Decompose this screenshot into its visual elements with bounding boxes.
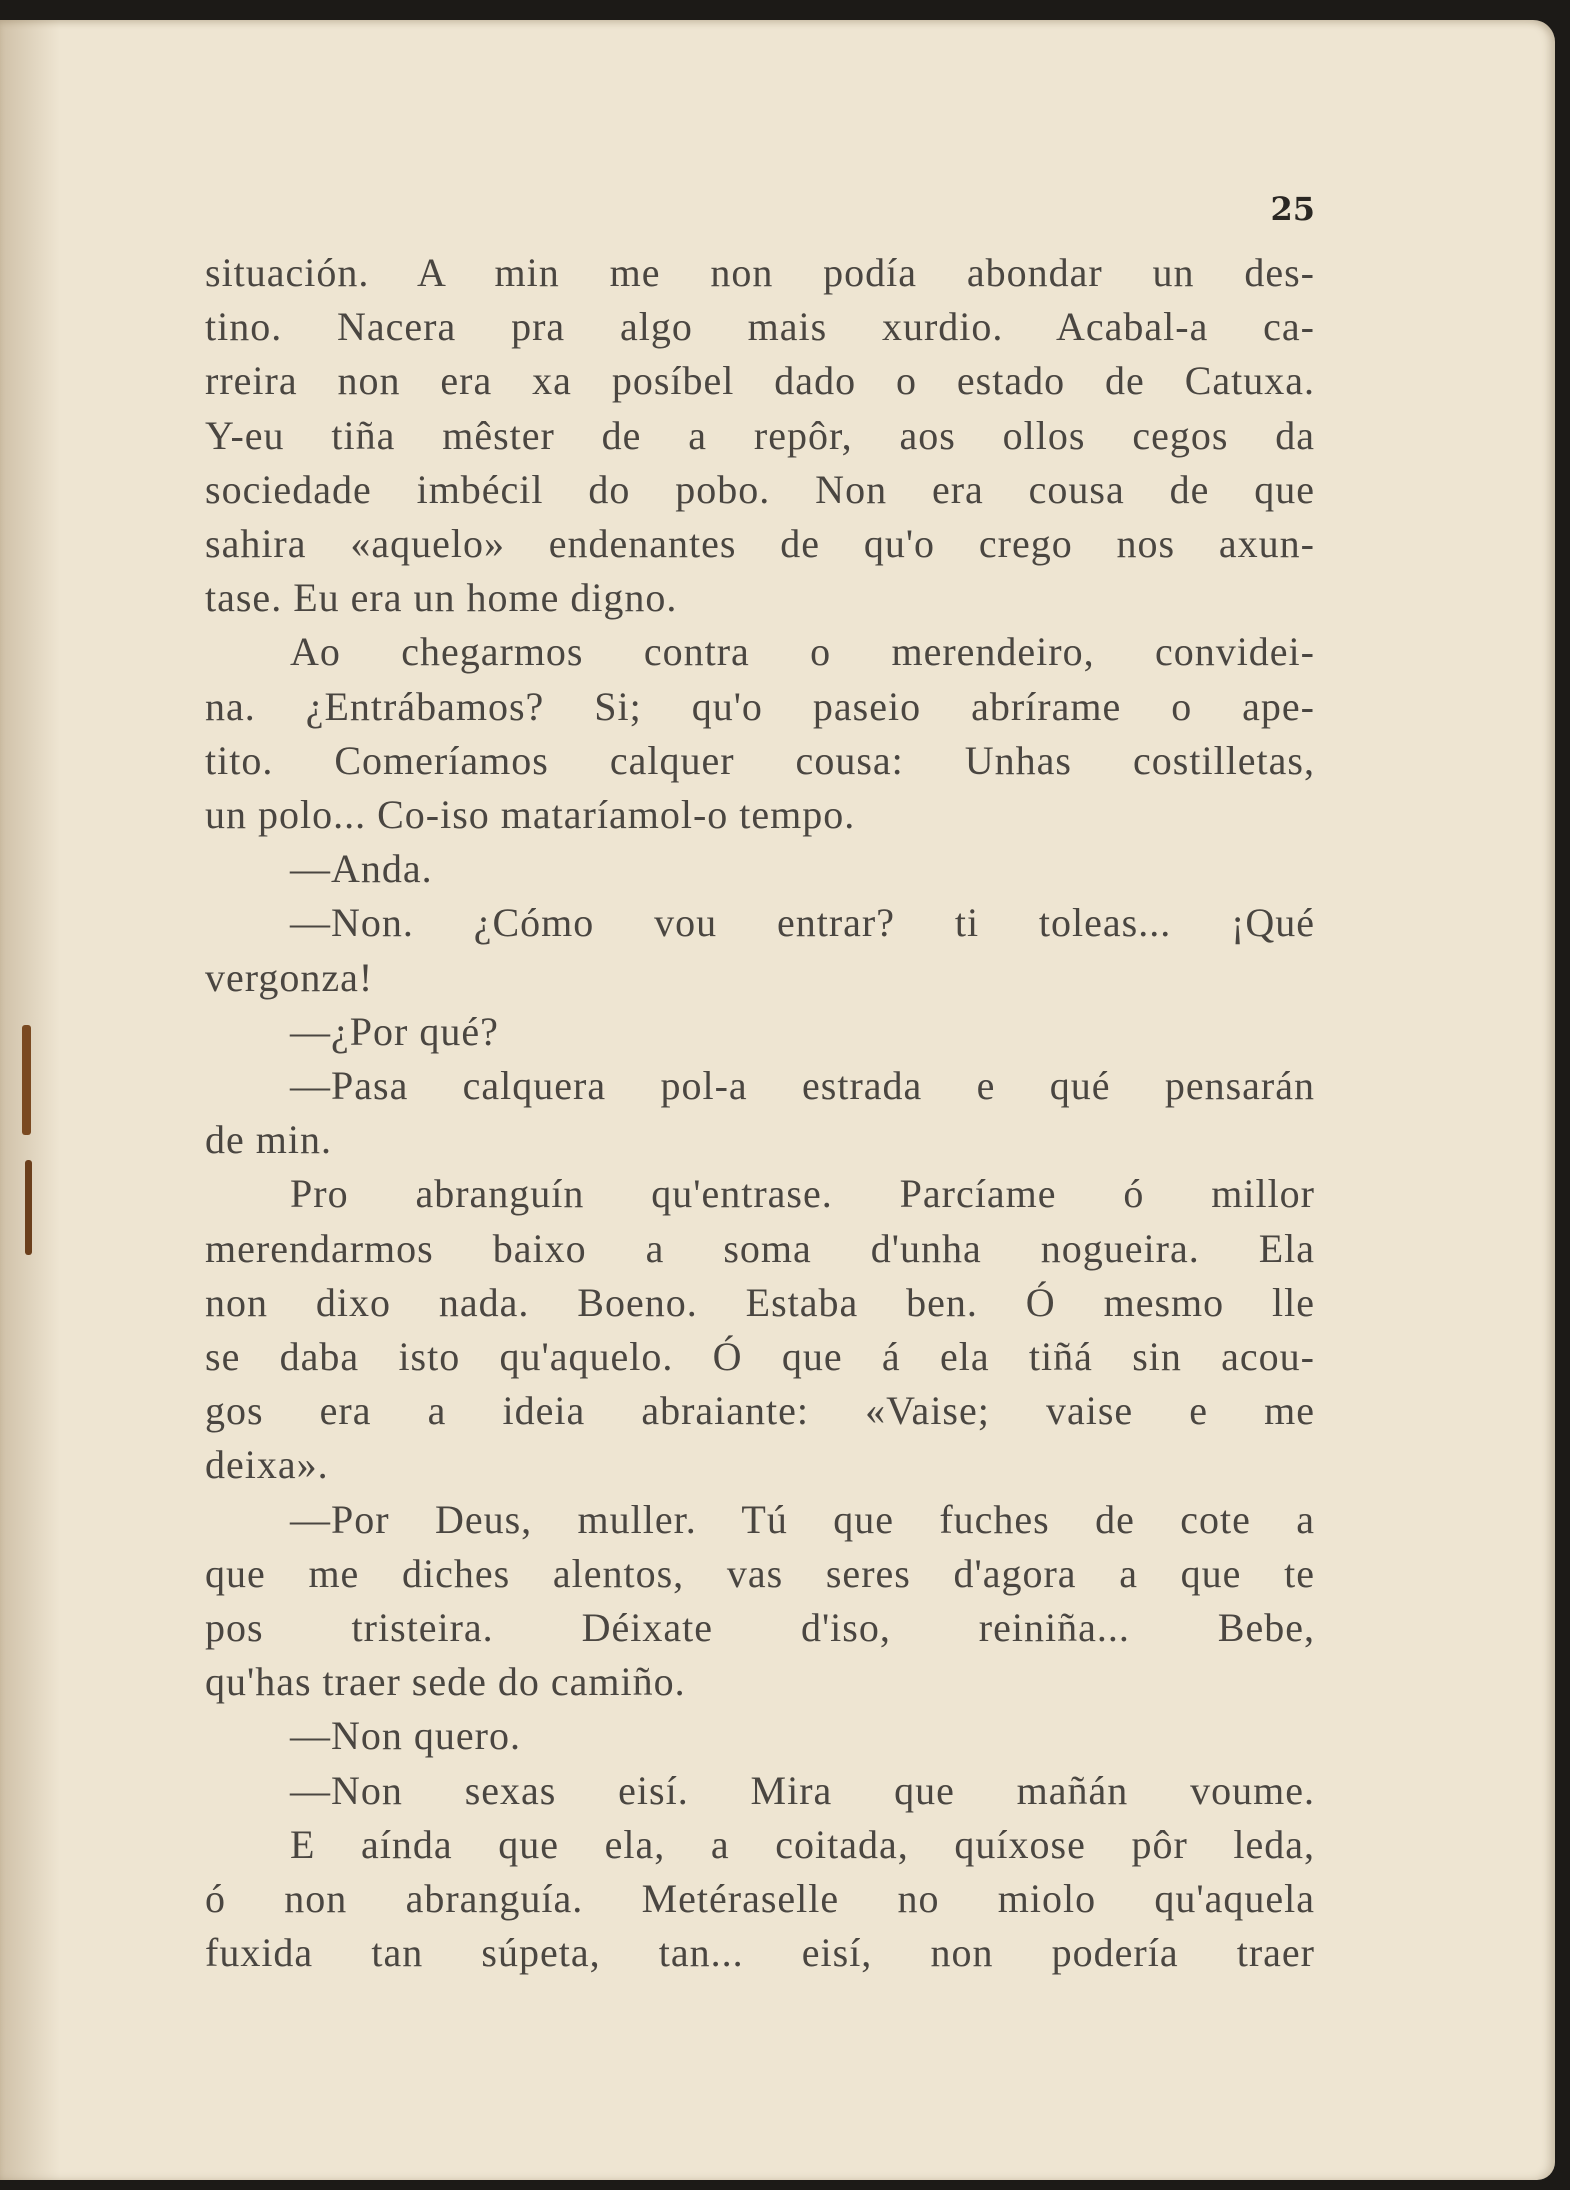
text-line: Ao chegarmos contra o merendeiro, convidei- [290,629,1315,675]
body-text [205,246,1315,1981]
text-line: situación. A min me non podía abondar un des- [205,250,1315,295]
page-number: 25 [1270,190,1315,228]
text-line: Y-eu tiña mêster de a repôr, aos ollos cegos da [205,412,1315,458]
book-page [0,20,1555,2180]
text-line: tase. Eu era un home digno. [205,575,678,621]
text-line: de min. [205,1117,332,1163]
binding-thread [22,1025,31,1135]
text-line: tino. Nacera pra algo mais xurdio. Acabal-a ca- [205,304,1315,350]
text-line: un polo... Co-iso mataríamol-o tempo. [205,792,856,838]
text-line: que me diches alentos, vas seres d'agora a que te [205,1550,1315,1596]
text-line: se daba isto qu'aquelo. Ó que á ela tiñá sin acou- [205,1334,1315,1380]
text-line: —Non quero. [290,1713,521,1759]
text-line: —Non. ¿Cómo vou entrar? ti toleas... ¡Qué [290,900,1315,946]
text-line: qu'has traer sede do camiño. [205,1659,686,1705]
text-line: —Non sexas eisí. Mira que mañán voume. [290,1767,1315,1813]
text-line: Pro abranguín qu'entrase. Parcíame ó millor [290,1171,1315,1217]
text-line: sociedade imbécil do pobo. Non era cousa de que [205,466,1315,512]
text-line: na. ¿Entrábamos? Si; qu'o paseio abrírame o ape- [205,683,1315,729]
text-line: E aínda que ela, a coitada, quíxose pôr leda, [290,1821,1315,1867]
text-line: —Pasa calquera pol-a estrada e qué pensarán [290,1063,1315,1109]
text-line: deixa». [205,1442,329,1488]
text-line: pos tristeira. Déixate d'iso, reiniña... Bebe, [205,1605,1315,1651]
text-line: —¿Por qué? [290,1008,499,1054]
text-line: gos era a ideia abraiante: «Vaise; vaise e me [205,1388,1315,1434]
text-line: sahira «aquelo» endenantes de qu'o crego nos axun- [205,521,1315,567]
text-line: vergonza! [205,954,374,1000]
binding-thread [25,1160,32,1255]
text-line: —Por Deus, muller. Tú que fuches de cote a [290,1496,1315,1542]
text-line: —Anda. [290,846,433,892]
text-line: rreira non era xa posíbel dado o estado de Catuxa. [205,358,1315,404]
text-line: merendarmos baixo a soma d'unha nogueira. Ela [205,1225,1315,1271]
text-line: fuxida tan súpeta, tan... eisí, non podería traer [205,1930,1315,1976]
text-line: non dixo nada. Boeno. Estaba ben. Ó mesmo lle [205,1279,1315,1325]
text-line: ó non abranguía. Metéraselle no miolo qu'aquela [205,1876,1315,1922]
text-line: tito. Comeríamos calquer cousa: Unhas costilletas, [205,737,1315,783]
